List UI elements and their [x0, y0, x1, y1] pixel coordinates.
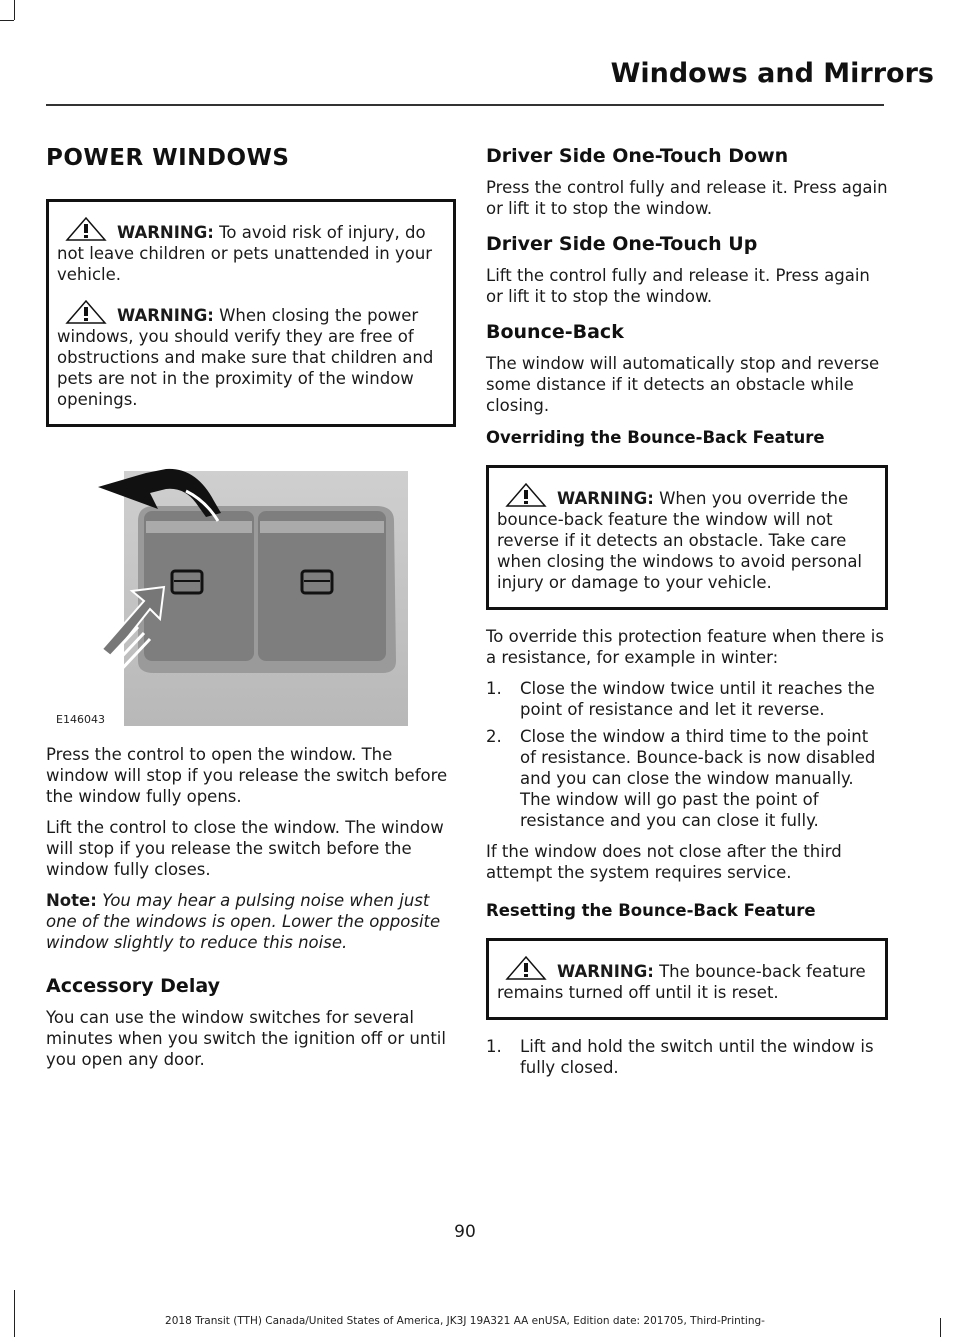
warning-label: WARNING: — [117, 306, 214, 325]
crop-mark — [0, 20, 14, 21]
note — [46, 890, 456, 953]
override-steps-list — [486, 678, 888, 831]
paragraph-one-touch-up: Lift the control fully and release it. Press again or lift it to stop the window. — [486, 266, 870, 306]
warning-triangle-icon — [63, 216, 109, 242]
paragraph-override-after: If the window does not close after the third attempt the system requires service. — [486, 842, 842, 882]
subsection-heading: Overriding the Bounce-Back Feature — [486, 428, 825, 447]
subsection-title: Driver Side One-Touch Up — [486, 233, 758, 255]
warning-label: WARNING: — [117, 223, 214, 242]
crop-mark — [14, 1290, 15, 1337]
header-divider — [46, 104, 884, 106]
paragraph-open-window: Press the control to open the window. The window will stop if you release the switch before the window fully opens. — [46, 745, 448, 806]
subsection-title: Bounce-Back — [486, 321, 624, 343]
section-title: POWER WINDOWS — [46, 145, 290, 171]
note-text: You may hear a pulsing noise when just one of the windows is open. Lower the opposite window slightly to reduce this noise. — [46, 891, 441, 952]
warning-label: WARNING: — [557, 489, 654, 508]
warning-triangle-icon — [63, 299, 109, 325]
warning-triangle-icon — [503, 482, 549, 508]
warning-triangle-icon — [503, 955, 549, 981]
paragraph-override-intro: To override this protection feature when there is a resistance, for example in winter: — [486, 627, 884, 667]
warning-text: To avoid risk of injury, do not leave children or pets unattended in your vehicle. — [57, 223, 433, 284]
paragraph-one-touch-down: Press the control fully and release it. Press again or lift it to stop the window. — [486, 178, 888, 218]
warning-text: The bounce-back feature remains turned off until it is reset. — [497, 962, 866, 1002]
paragraph-close-window: Lift the control to close the window. The window will stop if you release the switch before the window fully closes. — [46, 818, 444, 879]
warning-box — [46, 199, 456, 427]
crop-mark — [14, 0, 15, 20]
warning-item — [497, 482, 877, 593]
list-text: Close the window twice until it reaches the point of resistance and let it reverse. — [520, 679, 875, 719]
subsection-heading: Resetting the Bounce-Back Feature — [486, 901, 816, 920]
subsection-title: Driver Side One-Touch Down — [486, 145, 789, 167]
subsection-title: Accessory Delay — [46, 975, 220, 997]
footer-edition-info: 2018 Transit (TTH) Canada/United States of America, JK3J 19A321 AA enUSA, Edition date: 201705, Third-Printing- — [165, 1315, 765, 1327]
list-text: Close the window a third time to the point of resistance. Bounce-back is now disabled and you can close the window manually. The window will go past the point of resistance and you can close it fully. — [520, 727, 876, 830]
note-label: Note: — [46, 891, 97, 910]
list-number: 2. — [486, 727, 502, 746]
crop-mark — [940, 1318, 941, 1337]
left-column — [46, 145, 456, 1080]
reset-steps-list — [486, 1036, 888, 1078]
window-switch-illustration — [46, 451, 456, 726]
list-text: Lift and hold the switch until the window is fully closed. — [520, 1037, 874, 1077]
page-number: 90 — [454, 1222, 476, 1242]
page-header-title: Windows and Mirrors — [610, 58, 934, 89]
warning-item — [57, 216, 445, 285]
warning-item — [497, 955, 877, 1003]
paragraph-accessory-delay: You can use the window switches for several minutes when you switch the ignition off or until you open any door. — [46, 1008, 446, 1069]
list-item — [486, 1036, 888, 1078]
warning-text: When you override the bounce-back feature the window will not reverse if it detects an obstacle. Take care when closing the windows to avoid personal injury or damage to your vehicle. — [497, 489, 863, 592]
list-number: 1. — [486, 679, 502, 698]
figure-id: E146043 — [56, 713, 105, 726]
warning-item — [57, 299, 445, 410]
console-switch-drawing — [46, 451, 456, 726]
list-item — [486, 678, 888, 720]
warning-text: When closing the power windows, you should verify they are free of obstructions and make sure that children and pets are not in the proximity of the window openings. — [57, 306, 434, 409]
list-item — [486, 726, 888, 831]
list-number: 1. — [486, 1037, 502, 1056]
right-column — [486, 145, 888, 1088]
warning-box — [486, 938, 888, 1020]
paragraph-bounce-back: The window will automatically stop and reverse some distance if it detects an obstacle while closing. — [486, 354, 880, 415]
warning-label: WARNING: — [557, 962, 654, 981]
warning-box — [486, 465, 888, 610]
